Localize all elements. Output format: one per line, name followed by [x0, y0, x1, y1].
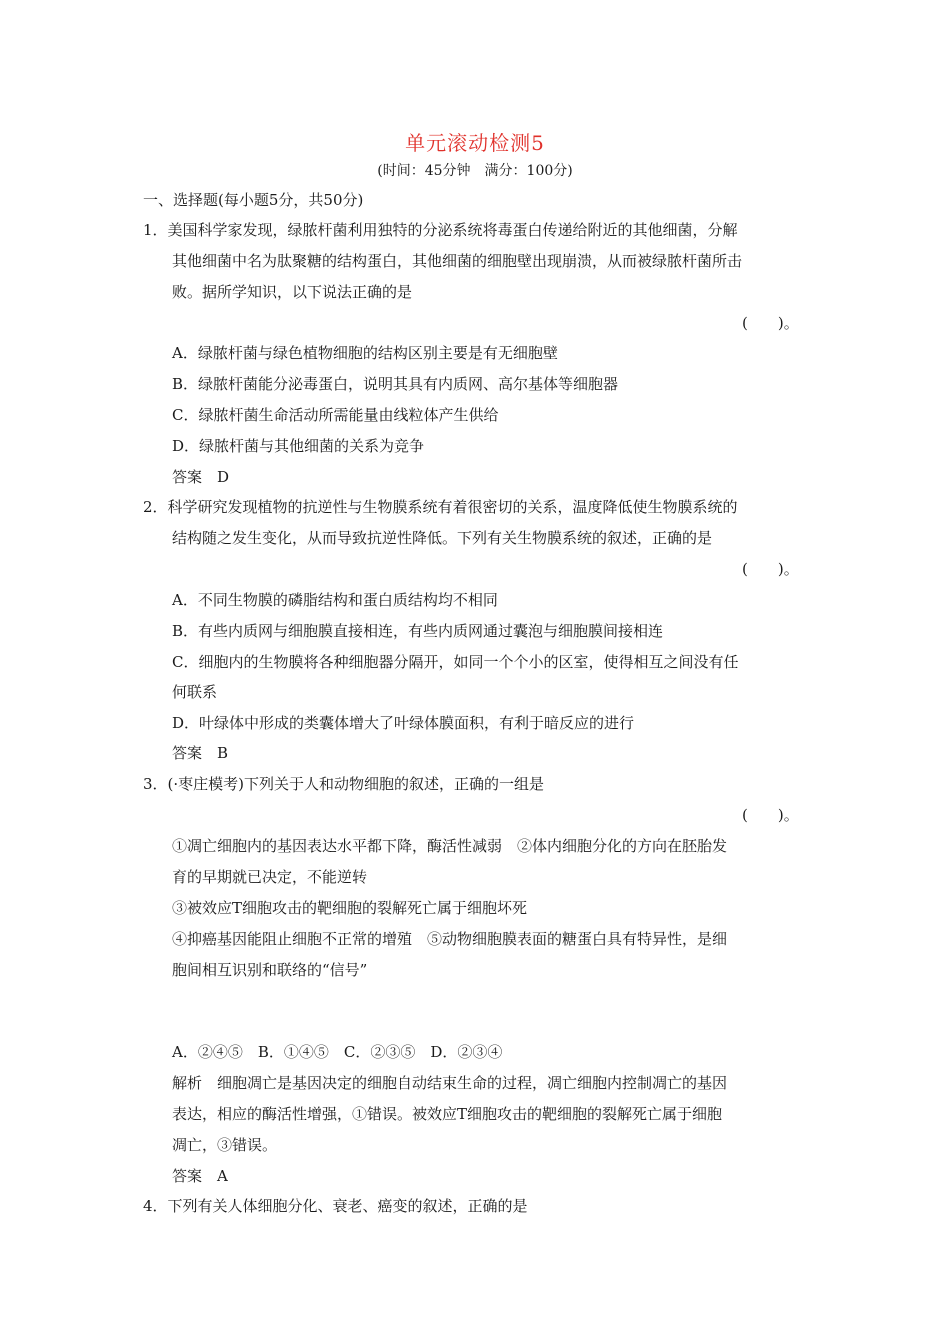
question-2-answer: 答案 B	[172, 744, 229, 762]
question-1-answer-blank: ( )。	[742, 314, 799, 332]
question-1-line-1: 1．美国科学家发现，绿脓杆菌利用独特的分泌系统将毒蛋白传递给附近的其他细菌，分解	[143, 221, 738, 239]
question-3-options: A．②④⑤ B．①④⑤ C．②③⑤ D．②③④	[172, 1043, 503, 1061]
question-3-statement-line-2: 育的早期就已决定，不能逆转	[172, 868, 368, 886]
question-3-statement-line-4: ④抑癌基因能阻止细胞不正常的增殖 ⑤动物细胞膜表面的糖蛋白具有特异性，是细	[172, 930, 728, 948]
question-3-statement-line-3: ③被效应T细胞攻击的靶细胞的裂解死亡属于细胞坏死	[172, 899, 528, 917]
exam-time-and-score: (时间：45分钟 满分：100分)	[377, 163, 573, 179]
question-3-statement-line-1: ①凋亡细胞内的基因表达水平都下降，酶活性减弱 ②体内细胞分化的方向在胚胎发	[172, 837, 728, 855]
question-2-option-b: B．有些内质网与细胞膜直接相连，有些内质网通过囊泡与细胞膜间接相连	[172, 622, 664, 640]
question-1-option-b: B．绿脓杆菌能分泌毒蛋白，说明其具有内质网、高尔基体等细胞器	[172, 375, 619, 393]
question-2-option-c: C．细胞内的生物膜将各种细胞器分隔开，如同一个个小的区室，使得相互之间没有任	[172, 653, 739, 671]
question-3-line-1: 3．(·枣庄模考)下列关于人和动物细胞的叙述，正确的一组是	[143, 775, 545, 793]
question-1-line-2: 其他细菌中名为肽聚糖的结构蛋白，其他细菌的细胞壁出现崩溃，从而被绿脓杆菌所击	[172, 252, 743, 270]
question-1-option-a: A．绿脓杆菌与绿色植物细胞的结构区别主要是有无细胞壁	[172, 344, 558, 362]
question-4-line-1: 4．下列有关人体细胞分化、衰老、癌变的叙述，正确的是	[143, 1197, 528, 1215]
question-3-answer-blank: ( )。	[742, 806, 799, 824]
question-3-answer: 答案 A	[172, 1167, 228, 1185]
question-3-analysis-line-2: 表达，相应的酶活性增强，①错误。被效应T细胞攻击的靶细胞的裂解死亡属于细胞	[172, 1105, 723, 1123]
question-2-line-1: 2．科学研究发现植物的抗逆性与生物膜系统有着很密切的关系，温度降低使生物膜系统的	[143, 498, 738, 516]
section-heading: 一、选择题(每小题5分，共50分)	[143, 191, 364, 209]
question-1-answer: 答案 D	[172, 468, 230, 486]
page-title: 单元滚动检测5	[405, 131, 545, 155]
question-1-line-3: 败。据所学知识，以下说法正确的是	[172, 283, 413, 301]
question-3-analysis-line-3: 凋亡，③错误。	[172, 1136, 278, 1154]
question-3-statement-line-5: 胞间相互识别和联络的“信号”	[172, 961, 368, 979]
question-2-option-d: D．叶绿体中形成的类囊体增大了叶绿体膜面积，有利于暗反应的进行	[172, 714, 635, 732]
question-3-analysis-line-1: 解析 细胞凋亡是基因决定的细胞自动结束生命的过程，凋亡细胞内控制凋亡的基因	[172, 1074, 728, 1092]
question-1-option-c: C．绿脓杆菌生命活动所需能量由线粒体产生供给	[172, 406, 499, 424]
question-2-option-c-cont: 何联系	[172, 683, 218, 701]
question-2-answer-blank: ( )。	[742, 560, 799, 578]
question-2-line-2: 结构随之发生变化，从而导致抗逆性降低。下列有关生物膜系统的叙述，正确的是	[172, 529, 713, 547]
question-1-option-d: D．绿脓杆菌与其他细菌的关系为竞争	[172, 437, 425, 455]
question-2-option-a: A．不同生物膜的磷脂结构和蛋白质结构均不相同	[172, 591, 498, 609]
